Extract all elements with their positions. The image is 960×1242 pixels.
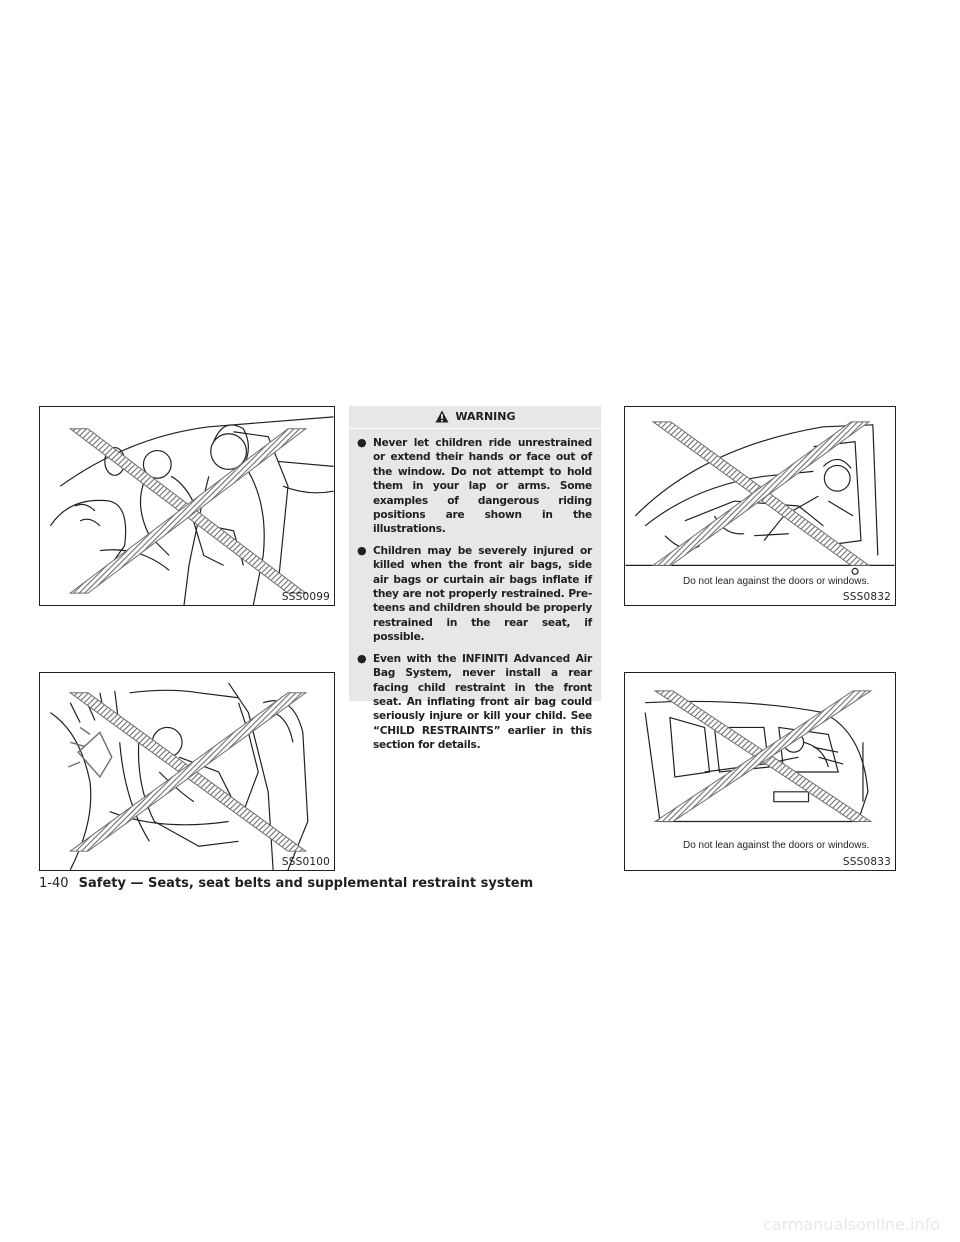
illustration-rear-facing-child-seat [39,672,335,871]
illustration-child-in-lap [39,406,335,606]
bullet: ● [357,436,367,449]
figure-caption: Do not lean against the doors or windows. [683,576,870,587]
warning-item [357,652,592,753]
warning-item [357,436,592,537]
illustration-child-leaning-out-window [624,406,896,606]
warning-item-text: Even with the INFINITI Advanced Air Bag System, never install a rear facing child restraint in the front seat. An inflating front air bag could seriously injure or kill your child. See “CHILD RESTRAINTS” earlier in this section for details. [373,652,592,752]
bullet: ● [357,543,367,557]
warning-item [357,544,592,645]
child-in-lap-drawing [40,407,334,605]
illustration-child-arm-out-window [624,672,896,871]
figure-code: SSS0833 [842,856,891,868]
page-footer [39,876,533,891]
page-number: 1-40 [39,876,69,891]
warning-header [349,406,601,429]
warning-title: WARNING [455,410,516,423]
figure-caption: Do not lean against the doors or windows. [683,840,870,851]
warning-item-text: Never let children ride unrestrained or extend their hands or face out of the window. Do not attempt to hold them in your lap or arms. Some examples of dangerous riding positions are shown in the illustrations. [373,437,592,536]
watermark[interactable]: carmanualsonline.info [762,1215,940,1234]
warning-list [349,429,601,753]
bullet: ● [357,651,367,665]
figure-code: SSS0832 [842,591,891,603]
warning-triangle-icon [435,410,449,423]
section-title: Safety — Seats, seat belts and supplemental restraint system [78,876,534,891]
warning-item-text: Children may be severely injured or killed when the front air bags, side air bags or curtain air bags inflate if they are not properly restrained. Pre-teens and children should be properly restrained in the rear seat, if possible. [373,544,592,644]
rear-facing-child-seat-drawing [40,673,334,870]
figure-code: SSS0100 [281,856,330,868]
warning-box [349,406,601,752]
figure-code: SSS0099 [281,591,330,603]
